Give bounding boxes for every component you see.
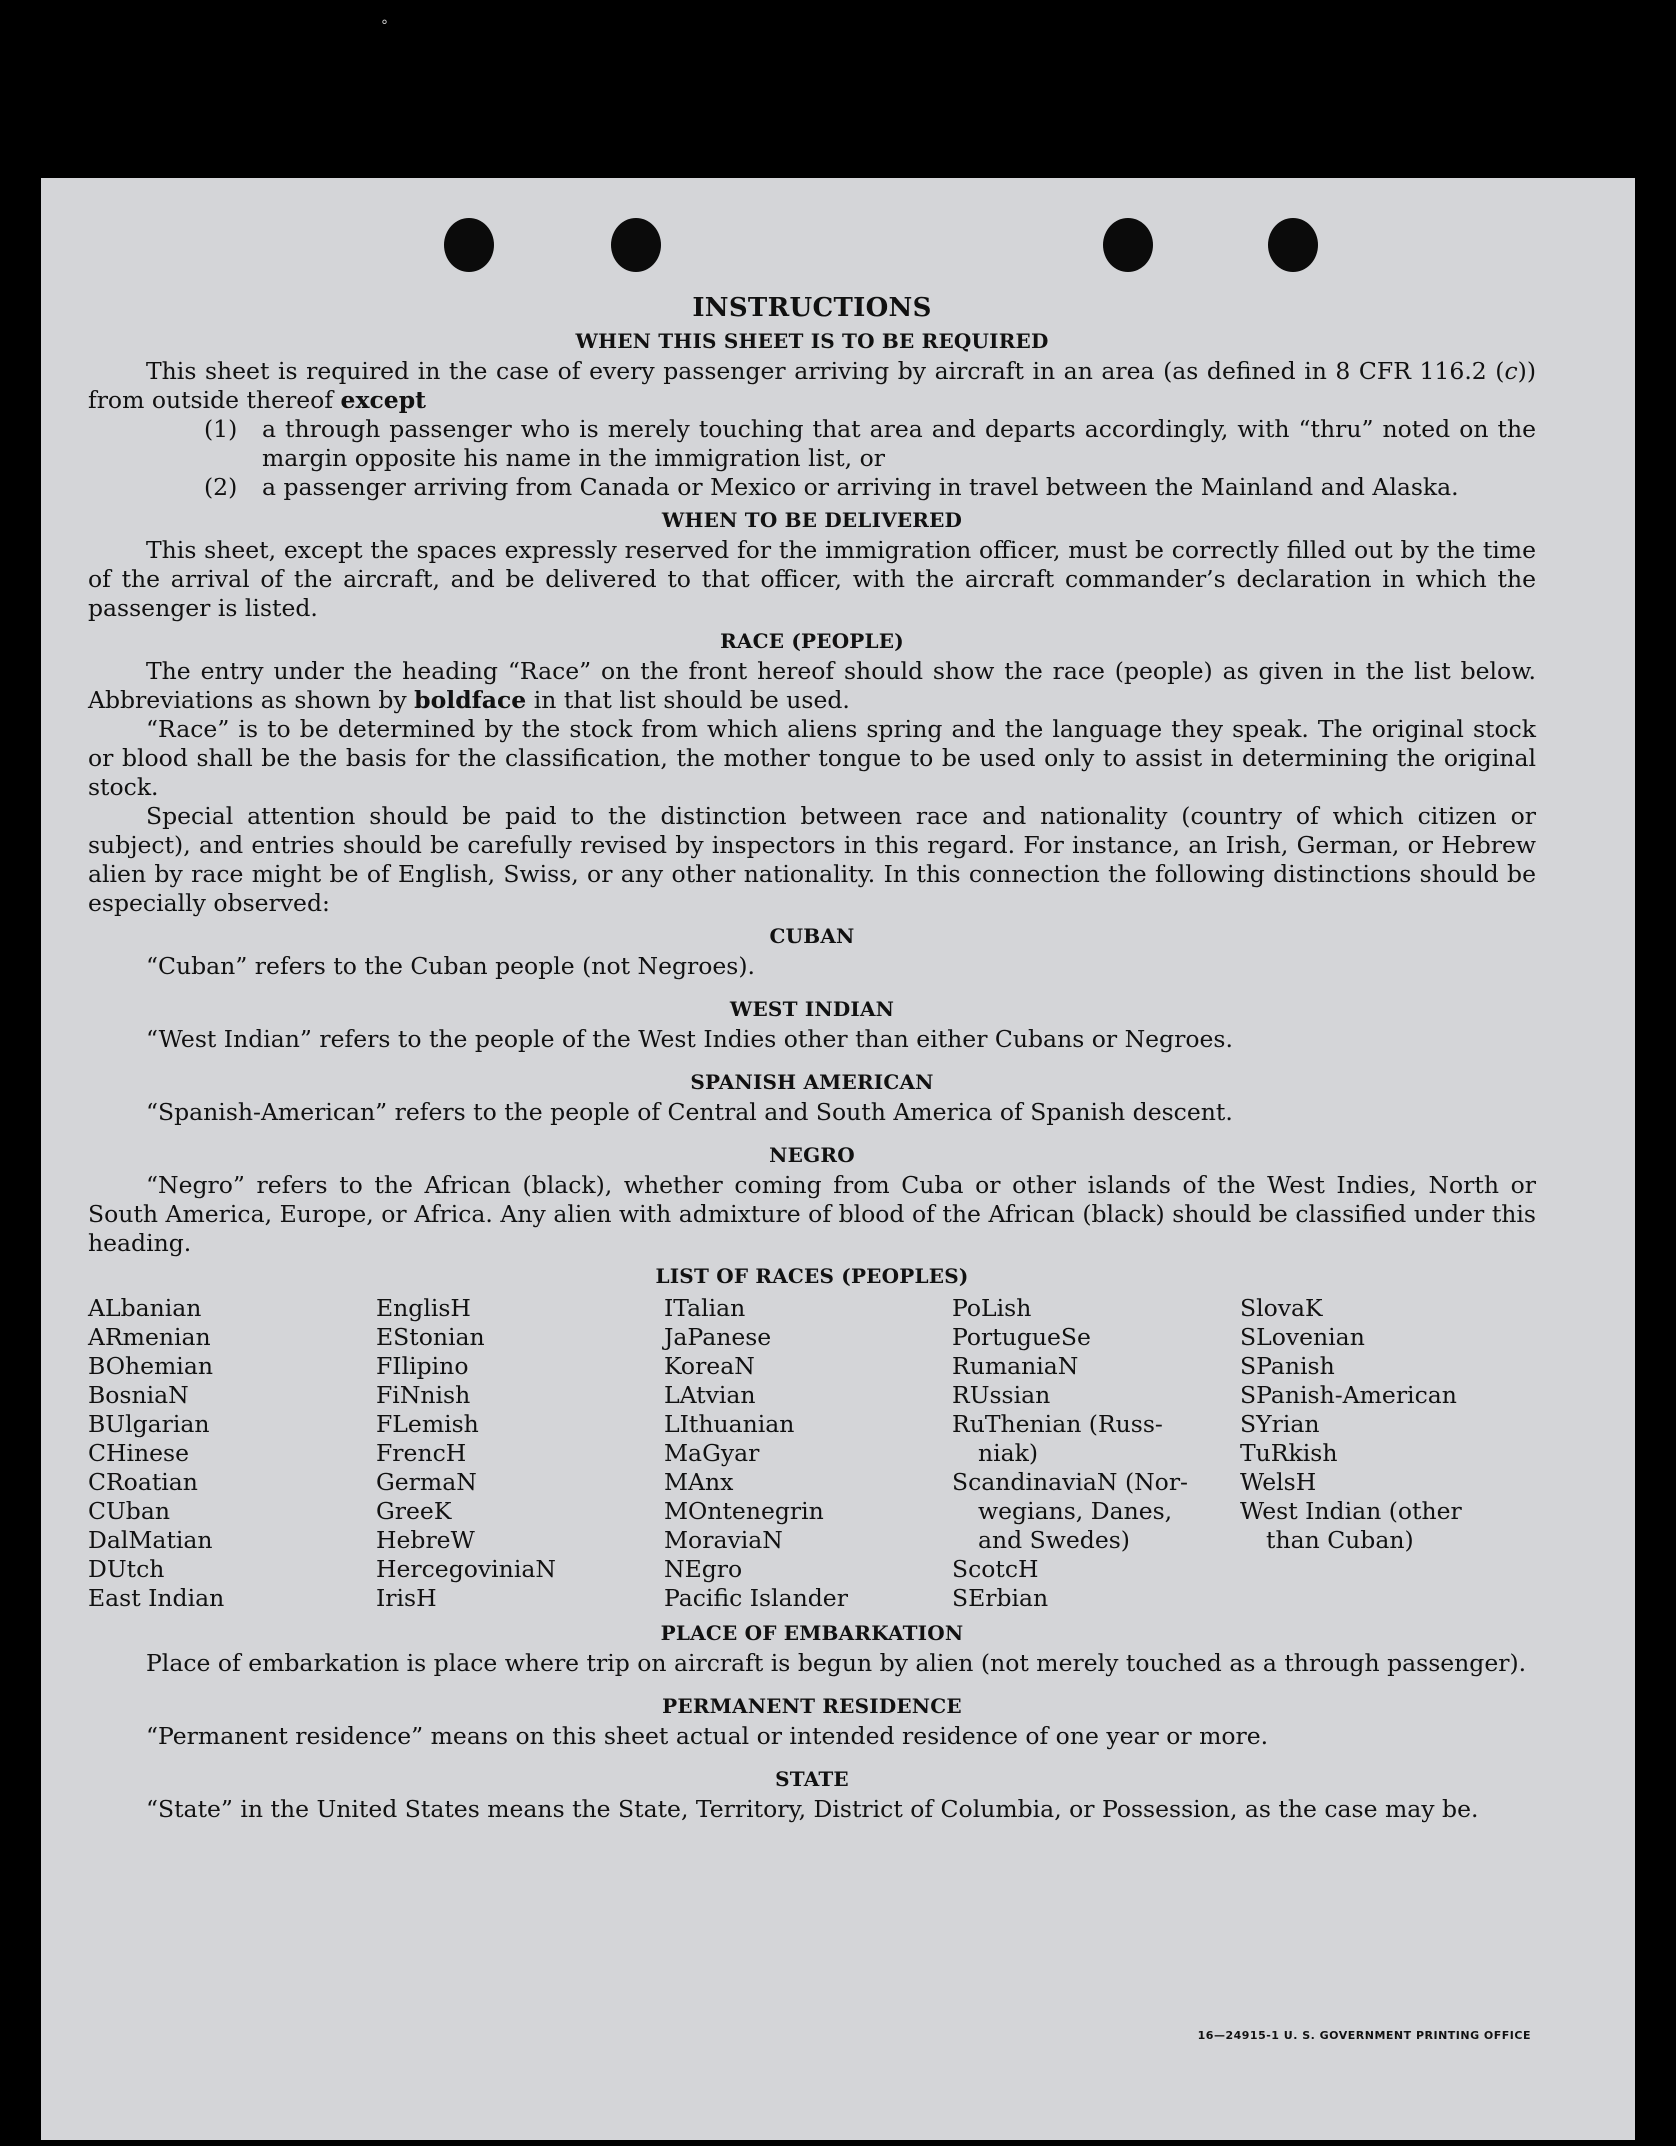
section-heading-state: STATE xyxy=(775,1767,849,1791)
section-heading-races: LIST OF RACES (PEOPLES) xyxy=(655,1264,969,1288)
paragraph-race-2: “Race” is to be determined by the stock from which aliens spring and the language they speak. The original stock or blood shall be the basis for the classification, the mother tongue to be used only to assist in determining the original stock. xyxy=(88,715,1536,801)
section-heading-required: WHEN THIS SHEET IS TO BE REQUIRED xyxy=(575,329,1049,353)
text-run: )) from outside thereof xyxy=(88,357,1536,414)
race-entry: West Indian (other xyxy=(1240,1497,1462,1525)
text-run-bold: boldface xyxy=(414,686,527,714)
race-entry: SPanish-American xyxy=(1240,1381,1457,1409)
race-entry: HercegoviniaN xyxy=(376,1555,556,1583)
race-entry: GermaN xyxy=(376,1468,477,1496)
race-entry: SlovaK xyxy=(1240,1294,1323,1322)
race-entry: MAnx xyxy=(664,1468,734,1496)
race-entry: DUtch xyxy=(88,1555,165,1583)
punch-hole xyxy=(444,218,494,272)
section-heading-negro: NEGRO xyxy=(769,1143,855,1167)
exception-number: (1) xyxy=(204,415,238,443)
paragraph-race-1 xyxy=(88,657,1536,715)
races-column xyxy=(664,1294,952,1613)
race-entry: HebreW xyxy=(376,1526,475,1554)
race-entry: East Indian xyxy=(88,1584,225,1612)
text-run-bold: except xyxy=(340,386,427,414)
text-run-italic: c xyxy=(1504,357,1518,385)
race-entry: SYrian xyxy=(1240,1410,1320,1438)
section-heading-west-indian: WEST INDIAN xyxy=(729,997,895,1021)
race-entry: PoLish xyxy=(952,1294,1032,1322)
race-entry: FiNnish xyxy=(376,1381,471,1409)
race-entry: BOhemian xyxy=(88,1352,213,1380)
paragraph-race-3: Special attention should be paid to the distinction between race and nationality (country of which citizen or subject), and entries should be carefully revised by inspectors in this regard. For instance, an Irish, German, or Hebrew alien by race might be of English, Swiss, or any other nationality. In this connection the following distinctions should be especially observed: xyxy=(88,802,1536,917)
race-entry: MoraviaN xyxy=(664,1526,783,1554)
race-entry: SPanish xyxy=(1240,1352,1335,1380)
race-entry: niak) xyxy=(978,1439,1039,1467)
race-entry: EStonian xyxy=(376,1323,485,1351)
exception-item xyxy=(204,415,1536,473)
instruction-sheet xyxy=(41,178,1635,2140)
exception-item xyxy=(204,473,1536,502)
race-entry: DalMatian xyxy=(88,1526,213,1554)
punch-hole xyxy=(1268,218,1318,272)
race-entry: ALbanian xyxy=(88,1294,202,1322)
exception-text: a passenger arriving from Canada or Mexico or arriving in travel between the Mainland and Alaska. xyxy=(262,473,1459,501)
section-heading-delivered: WHEN TO BE DELIVERED xyxy=(661,508,963,532)
race-entry: WelsH xyxy=(1240,1468,1317,1496)
races-column xyxy=(376,1294,664,1613)
race-entry: CRoatian xyxy=(88,1468,198,1496)
paragraph-residence: “Permanent residence” means on this sheet actual or intended residence of one year or more. xyxy=(146,1722,1269,1750)
race-entry: than Cuban) xyxy=(1266,1526,1414,1554)
section-heading-spanish-american: SPANISH AMERICAN xyxy=(690,1070,934,1094)
paragraph-cuban: “Cuban” refers to the Cuban people (not Negroes). xyxy=(146,952,756,980)
section-heading-residence: PERMANENT RESIDENCE xyxy=(662,1694,962,1718)
race-entry: wegians, Danes, xyxy=(978,1497,1173,1525)
race-entry: ScotcH xyxy=(952,1555,1039,1583)
text-run: in that list should be used. xyxy=(526,686,850,714)
race-entry: BUlgarian xyxy=(88,1410,210,1438)
race-entry: FLemish xyxy=(376,1410,479,1438)
text-run: This sheet is required in the case of every passenger arriving by aircraft in an area (as defined in 8 CFR 116.2 ( xyxy=(146,357,1505,385)
page-title: INSTRUCTIONS xyxy=(692,293,932,323)
section-heading-cuban: CUBAN xyxy=(769,924,855,948)
exception-number: (2) xyxy=(204,473,238,501)
paragraph-spanish-american: “Spanish-American” refers to the people of Central and South America of Spanish descent. xyxy=(146,1098,1233,1126)
race-entry: PortugueSe xyxy=(952,1323,1091,1351)
race-entry: CUban xyxy=(88,1497,170,1525)
race-entry: IrisH xyxy=(376,1584,437,1612)
sheet-content xyxy=(88,293,1536,1824)
race-entry: EnglisH xyxy=(376,1294,471,1322)
race-entry: BosniaN xyxy=(88,1381,189,1409)
paragraph-negro: “Negro” refers to the African (black), whether coming from Cuba or other islands of the West Indies, North or South America, Europe, or Africa. Any alien with admixture of blood of the African (black) should be classified under this heading. xyxy=(88,1171,1536,1257)
race-entry: MaGyar xyxy=(664,1439,760,1467)
race-entry: TuRkish xyxy=(1240,1439,1338,1467)
race-entry: CHinese xyxy=(88,1439,189,1467)
race-entry: RuThenian (Russ- xyxy=(952,1410,1163,1438)
punch-hole xyxy=(611,218,661,272)
race-entry: NEgro xyxy=(664,1555,743,1583)
section-heading-embarkation: PLACE OF EMBARKATION xyxy=(660,1621,964,1645)
races-column xyxy=(1240,1294,1528,1613)
text-run: The entry under the heading “Race” on the front hereof should show the race (people) as given in the list below. Abbreviations as shown by xyxy=(88,657,1536,714)
race-entry: LIthuanian xyxy=(664,1410,795,1438)
race-entry: RumaniaN xyxy=(952,1352,1079,1380)
race-entry: SLovenian xyxy=(1240,1323,1365,1351)
printer-imprint: 16—24915-1 U. S. GOVERNMENT PRINTING OFFICE xyxy=(1197,2029,1531,2042)
race-entry: LAtvian xyxy=(664,1381,756,1409)
race-entry: SErbian xyxy=(952,1584,1049,1612)
paragraph-embarkation: Place of embarkation is place where trip on aircraft is begun by alien (not merely touched as a through passenger). xyxy=(146,1649,1527,1677)
race-entry: ScandinaviaN (Nor- xyxy=(952,1468,1188,1496)
race-entry: ITalian xyxy=(664,1294,746,1322)
paragraph-delivered: This sheet, except the spaces expressly reserved for the immigration officer, must be correctly filled out by the time of the arrival of the aircraft, and be delivered to that officer, with the aircraft commander’s declaration in which the passenger is listed. xyxy=(88,536,1536,622)
race-entry: FrencH xyxy=(376,1439,467,1467)
scan-speck: ° xyxy=(381,18,388,34)
race-entry: FIlipino xyxy=(376,1352,469,1380)
race-entry: RUssian xyxy=(952,1381,1051,1409)
races-column xyxy=(88,1294,376,1613)
exception-text: a through passenger who is merely touching that area and departs accordingly, with “thru” noted on the margin opposite his name in the immigration list, or xyxy=(262,415,1536,472)
races-column xyxy=(952,1294,1240,1613)
paragraph-state: “State” in the United States means the State, Territory, District of Columbia, or Possession, as the case may be. xyxy=(146,1795,1479,1823)
punch-hole xyxy=(1103,218,1153,272)
race-entry: Pacific Islander xyxy=(664,1584,848,1612)
section-heading-race: RACE (PEOPLE) xyxy=(720,629,904,653)
race-entry: MOntenegrin xyxy=(664,1497,824,1525)
race-entry: ARmenian xyxy=(88,1323,211,1351)
races-list xyxy=(88,1294,1536,1613)
race-entry: JaPanese xyxy=(664,1323,772,1351)
paragraph-west-indian: “West Indian” refers to the people of the West Indies other than either Cubans or Negroes. xyxy=(146,1025,1233,1053)
paragraph-required xyxy=(88,357,1536,415)
race-entry: KoreaN xyxy=(664,1352,755,1380)
race-entry: and Swedes) xyxy=(978,1526,1130,1554)
race-entry: GreeK xyxy=(376,1497,452,1525)
